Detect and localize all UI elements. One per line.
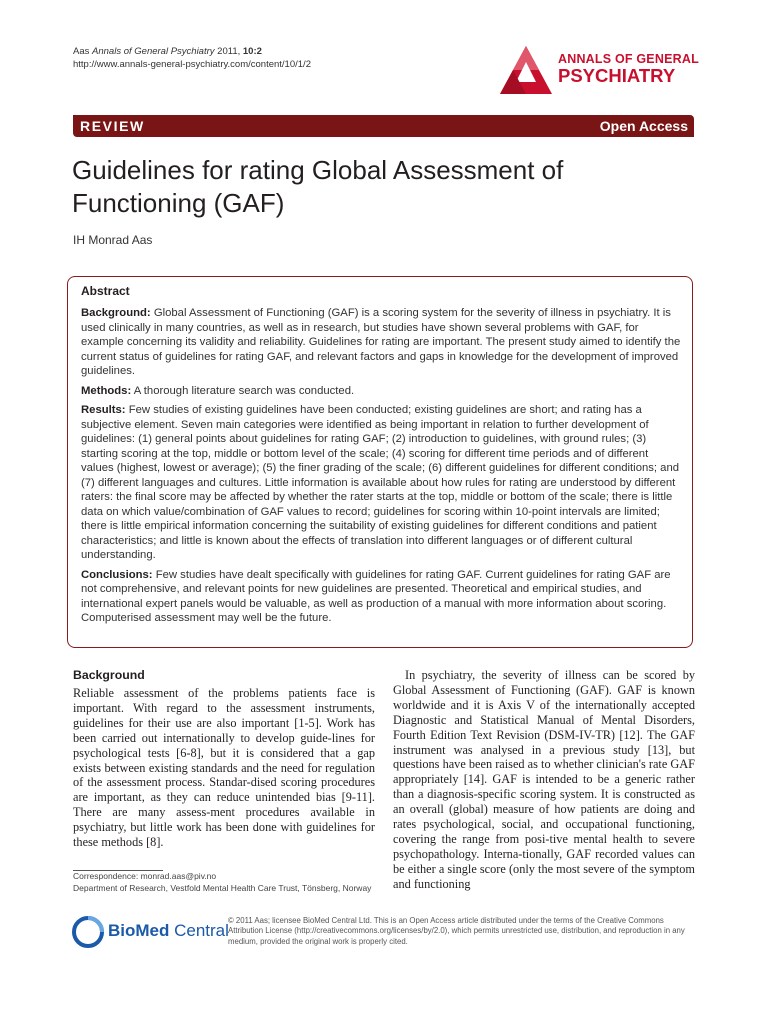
body-right-column: In psychiatry, the severity of illness can be scored by Global Assessment of Functioning (GAF). GAF is known worldwide and it is Axis V of the internationally accepted Diagnostic and Statistical Manual of Mental Disorders, Fourth Edition Text Revision (DSM-IV-TR) [12]. The GAF instrument was analysed in a previous study [13], but questions have been raised as to whether clinician's rate GAF appropriately [14]. GAF is intended to be a generic rather than a diagnosis-specific scoring system. It is constructed as an overall (global) measure of how patients are doing and rates psychological, social, and occupational functioning, covering the range from posi-tive mental health to severe psychopathology. Interna-tionally, GAF recorded values can be either a single score (only the most severe of the symptom and functioning (393, 668, 695, 891)
article-author: IH Monrad Aas (73, 233, 153, 247)
citation-journal: Annals of General Psychiatry (92, 46, 215, 57)
citation-year: 2011, (217, 46, 241, 57)
citation-author: Aas (73, 46, 90, 57)
open-access-label: Open Access (599, 118, 688, 134)
abstract-results-text: Few studies of existing guidelines have been conducted; existing guidelines are short; and rating has a subjective element. Seven main categories were identified as being important in relation to further development of guidelines: (1) general points about guidelines for rating GAF; (2) introduction to guidelines, with ground rules; (3) starting scoring at the top, middle or bottom level of the scale; (4) scoring for different time periods and of different values (highest, lowest or average); (5) the finer grading of the scale; (6) different guidelines for different conditions; and (7) different languages and cultures. Little information is available about how rules for rating are understood by different raters: the final score may be affected by whether the rater starts at the top, middle or bottom of the scale; there is little data on which value/combination of GAF values to record; guidelines for scoring within 10-point intervals are limited; there is little empirical information concerning the suitability of existing guidelines for different conditions and patient characteristics; and little is known about the effects of translation into different languages or of different cultural understanding. (81, 404, 680, 561)
abstract-background (81, 306, 683, 379)
abstract-conclusions (81, 568, 683, 626)
abstract-conclusions-text: Few studies have dealt specifically with guidelines for rating GAF. Current guidelines for rating GAF are not comprehensive, and relevant points for new guidelines are presented. Theoretical and empirical studies, and international expert panels would be valuable, as well as production of a manual with more information about scoring. Computerised assessment may well be the future. (81, 568, 671, 624)
citation-url[interactable]: http://www.annals-general-psychiatry.com/content/10/1/2 (73, 59, 311, 70)
license-statement: © 2011 Aas; licensee BioMed Central Ltd. This is an Open Access article distributed under the terms of the Creative Commons Attribution License (http://creativecommons.org/licenses/by/2.0), which permits unrestricted use, distribution, and reproduction in any medium, provided the original work is properly cited. (228, 916, 685, 946)
correspondence-affiliation: Department of Research, Vestfold Mental Health Care Trust, Tönsberg, Norway (73, 882, 372, 893)
correspondence-email: Correspondence: monrad.aas@piv.no (73, 871, 217, 881)
biomed-central-mark-icon (72, 916, 104, 948)
biomed-central-logo (72, 915, 229, 949)
abstract-methods-label: Methods: (81, 384, 132, 397)
abstract-results (81, 403, 683, 563)
abstract-background-text: Global Assessment of Functioning (GAF) is a scoring system for the severity of illness in psychiatry. It is used clinically in many countries, as well as in research, but studies have shown several problems with GAF, for example concerning its validity and reliability. Guidelines for rating are important. The present study aimed to identify the current status of guidelines for rating GAF, and relevant factors and gaps in knowledge for the development of improved guidelines. (81, 307, 681, 377)
abstract-conclusions-label: Conclusions: (81, 568, 153, 581)
review-bar (73, 115, 694, 137)
article-type-label: REVIEW (80, 118, 145, 134)
journal-logo-line2: PSYCHIATRY (558, 65, 676, 86)
abstract-results-label: Results: (81, 404, 126, 416)
body-left-column: Reliable assessment of the problems patients face is important. With regard to the assessment instruments, guidelines for their use are also important [1-5]. Work has been carried out internationally to develop guide-lines for psychological tests [6-8], but it is considered that a gap exists between existing standards and the need for regulation of the assessment process. Standar-dised scoring procedures are important, as they can reduce unintended bias [9-11]. There are many assess-ment procedures available in psychiatry, but little work has been done with guidelines for these methods [8]. (73, 686, 375, 850)
abstract-background-label: Background: (81, 307, 151, 319)
citation-line (73, 45, 311, 58)
citation-volume: 10:2 (242, 46, 262, 57)
journal-logo-triangle-icon (498, 44, 554, 96)
biomed-logo-text (108, 921, 229, 941)
citation-header (73, 45, 311, 71)
background-heading: Background (73, 668, 145, 682)
correspondence (73, 871, 375, 894)
abstract-box (67, 276, 693, 648)
abstract-heading: Abstract (81, 284, 130, 298)
biomed-logo-bold: BioMed (108, 921, 170, 940)
journal-logo-line1: ANNALS OF GENERAL (558, 52, 699, 66)
abstract-methods-text: A thorough literature search was conducted. (133, 384, 355, 397)
journal-logo (498, 44, 698, 96)
abstract-body (81, 306, 683, 631)
abstract-methods (81, 384, 683, 399)
biomed-logo-light: Central (169, 921, 229, 940)
article-title: Guidelines for rating Global Assessment of Functioning (GAF) (72, 155, 564, 218)
